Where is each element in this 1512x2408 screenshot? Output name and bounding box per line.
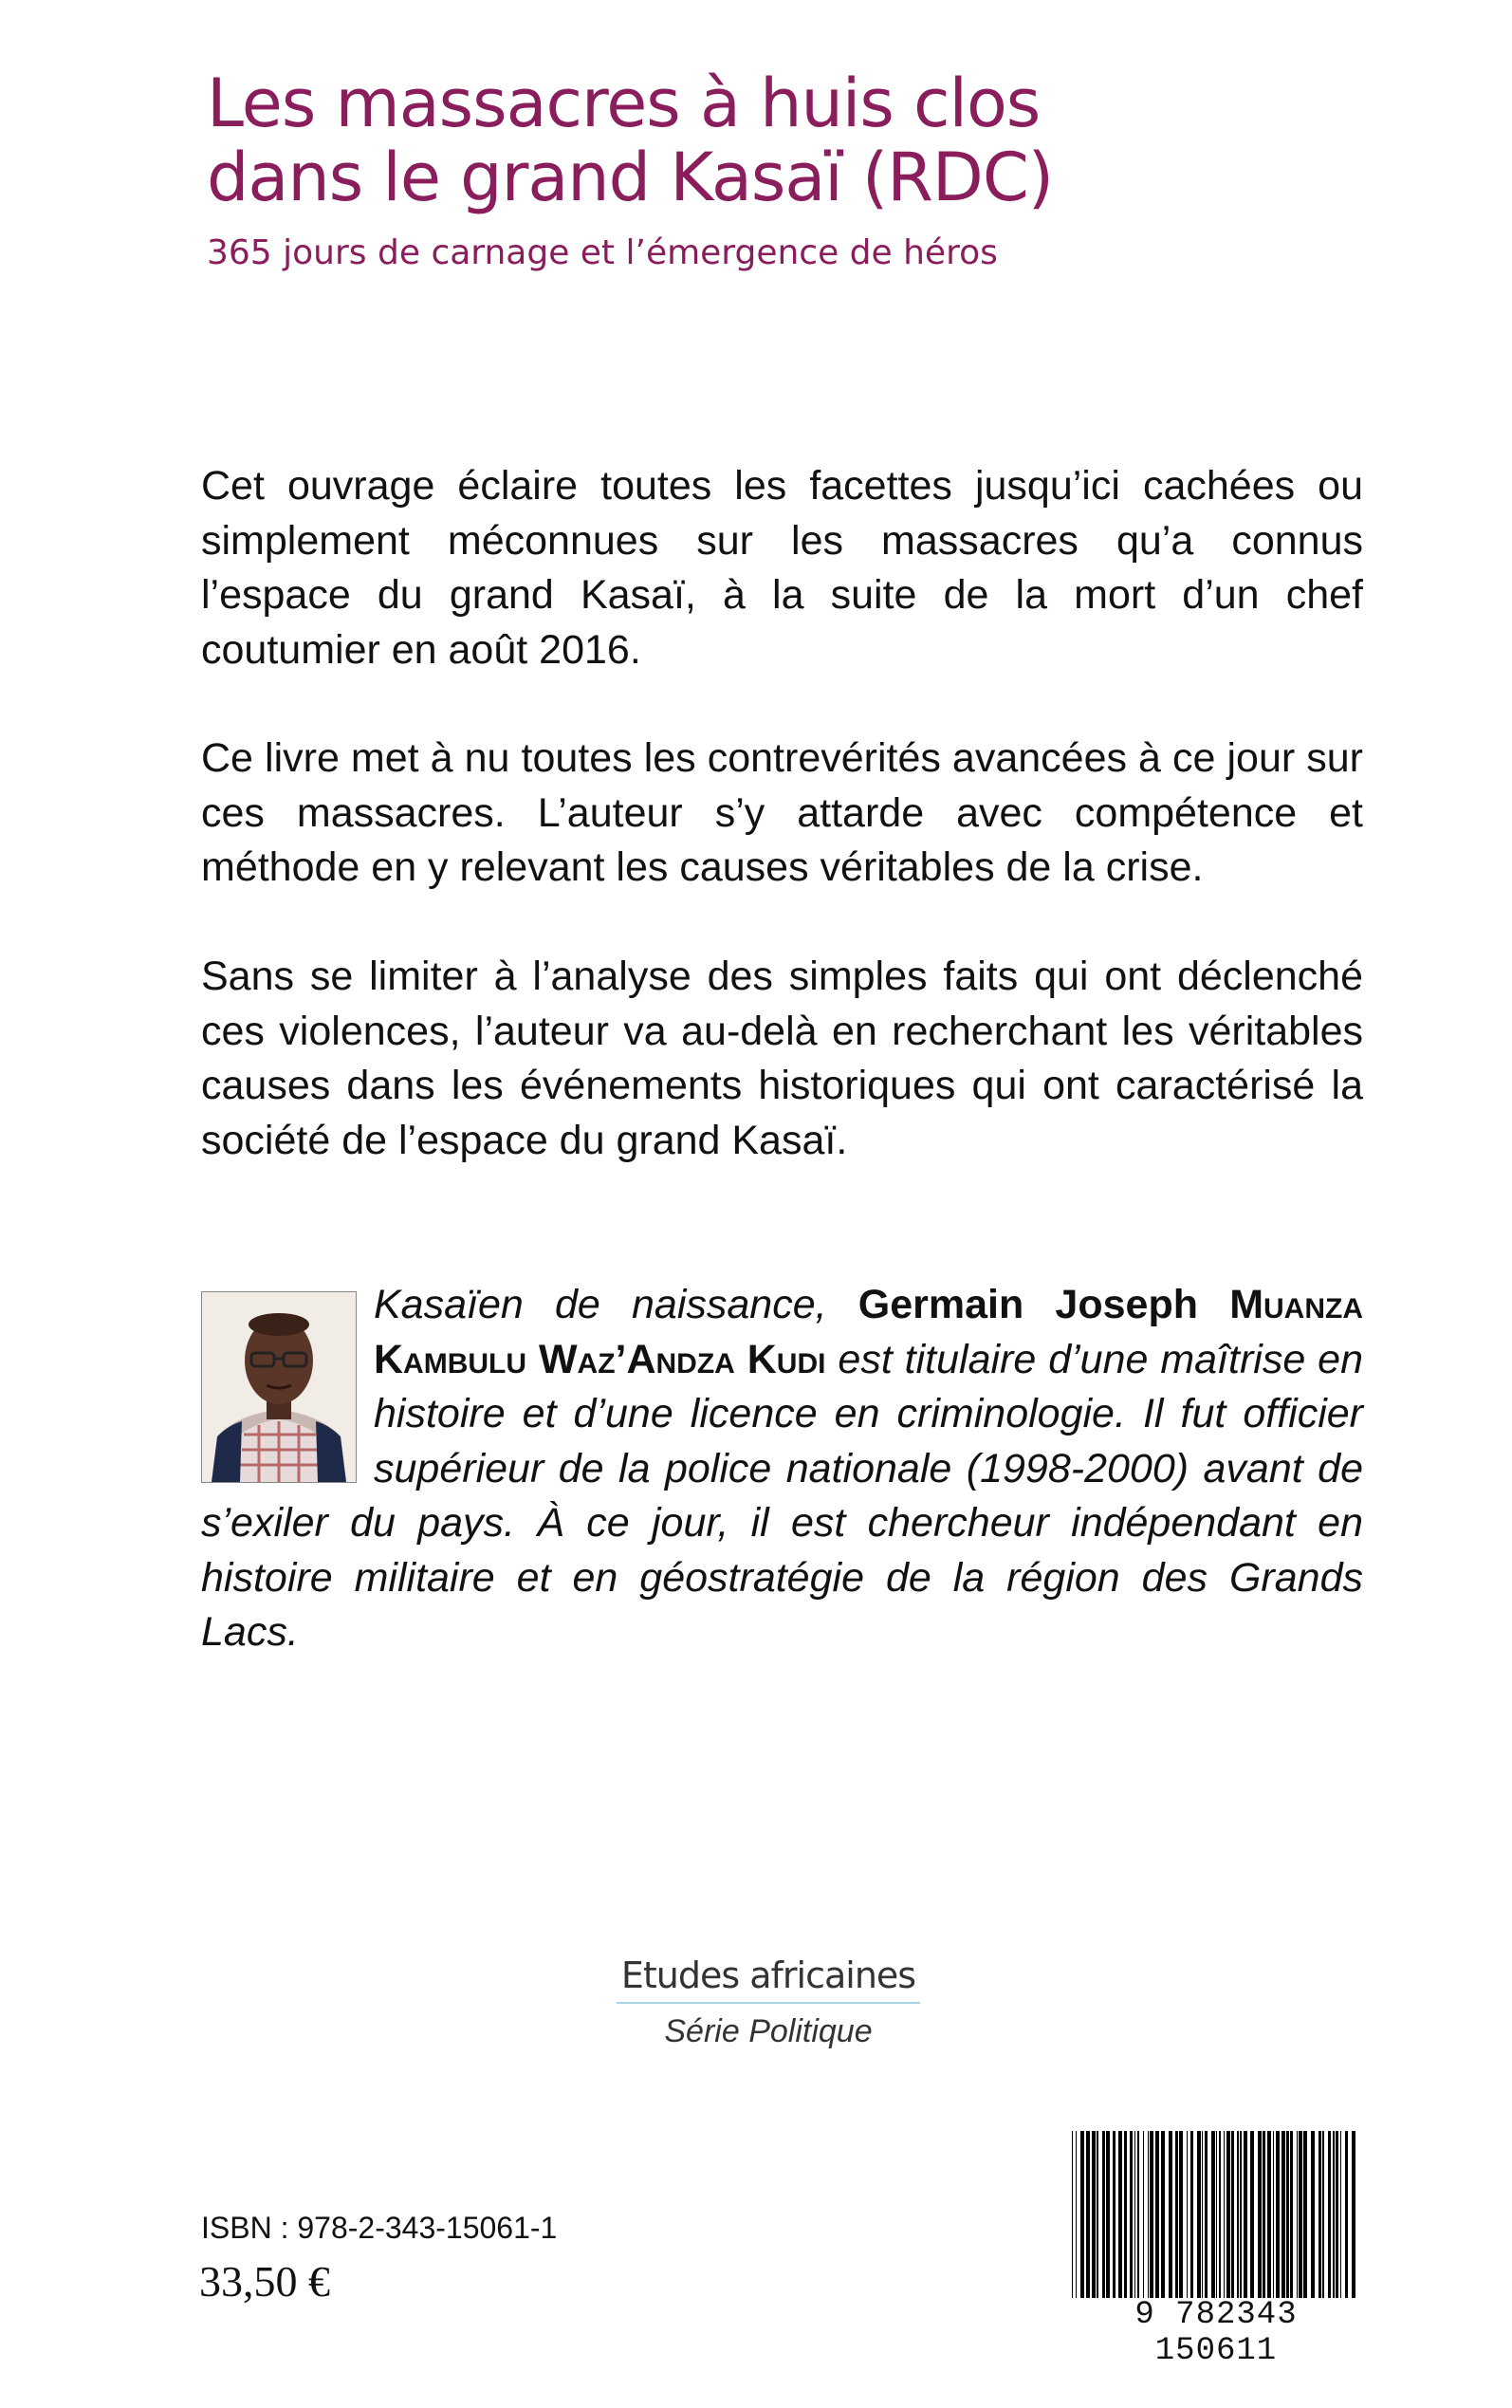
barcode-bar [1137,2131,1139,2298]
collection-name: Etudes africaines [620,1954,916,1996]
barcode-bar [1113,2131,1116,2298]
barcode-bar [1318,2131,1321,2298]
barcode-bar [1187,2131,1188,2298]
barcode-bar [1273,2131,1274,2298]
price: 33,50 € [199,2257,330,2306]
barcode-bar [1134,2131,1135,2298]
barcode-bar [1118,2131,1122,2298]
barcode-bar [1258,2131,1262,2298]
barcode-bar [1197,2131,1201,2298]
author-bio-text: est titulaire d’une maîtrise en histoire et d’une licence en criminologie. Il fut officier supérieur de la police nationale (1998-2000) avant de s’exiler du pays. À ce jour, il est chercheur indépendant en histoire militaire et en géostratégie de la région des Grands Lacs. [201,1336,1363,1655]
barcode-bar [1097,2131,1098,2298]
title-line-1: Les massacres à huis clos [207,65,1041,142]
barcode-bar [1155,2131,1159,2298]
barcode-bar [1086,2131,1090,2298]
barcode-bar [1237,2131,1239,2298]
author-given-names: Germain Joseph [857,1282,1230,1327]
isbn: ISBN : 978-2-343-15061-1 [201,2211,558,2245]
barcode-bar [1224,2131,1225,2298]
barcode-bar [1333,2131,1335,2298]
barcode-bars [1064,2131,1368,2298]
blurb-paragraph: Sans se limiter à l’analyse des simples faits qui ont déclenché ces violences, l’auteur va au-delà en recherchant les véritables causes dans les événements historiques qui ont caractérisé la société de l’espace du grand Kasaï. [201,954,1363,1163]
barcode-digits: 9 782343 150611 [1134,2297,1298,2369]
barcode-bar [1290,2131,1293,2298]
barcode-bar [1102,2131,1105,2298]
barcode-bar [1080,2131,1084,2298]
barcode-bar [1345,2131,1348,2298]
collection-divider [617,2002,920,2004]
barcode-bar [1202,2131,1203,2298]
barcode-bar [1143,2131,1144,2298]
barcode-bar [1286,2131,1289,2298]
barcode-bar [1263,2131,1265,2298]
book-subtitle: 365 jours de carnage et l’émergence de héros [207,233,998,272]
barcode-bar [1282,2131,1285,2298]
barcode-bar [1311,2131,1315,2298]
barcode-bar [1106,2131,1110,2298]
barcode-bar [1322,2131,1324,2298]
barcode-bar [1226,2131,1230,2298]
collection-logo [607,1954,930,2050]
photo-spacer [201,1278,374,1485]
author-surname: Muanza Kambulu Waz’Andza Kudi [374,1282,1363,1382]
barcode-bar [1161,2131,1165,2298]
barcode-bar [1130,2131,1133,2298]
barcode-bar [1299,2131,1302,2298]
barcode-bar [1205,2131,1208,2298]
author-bio [201,1278,1363,1660]
barcode-bar [1267,2131,1271,2298]
barcode-bar [1092,2131,1096,2298]
barcode-bar [1150,2131,1153,2298]
barcode-bar [1352,2131,1355,2298]
barcode-bar [1169,2131,1172,2298]
barcode-bar [1148,2131,1149,2298]
barcode-bar [1336,2131,1338,2298]
collection-series: Série Politique [664,2013,873,2049]
title-line-2: dans le grand Kasaï (RDC) [207,139,1054,216]
barcode-bar [1240,2131,1242,2298]
barcode-bar [1276,2131,1280,2298]
barcode-bar [1297,2131,1298,2298]
barcode-bar [1250,2131,1254,2298]
barcode-bar [1124,2131,1127,2298]
barcode-bar [1076,2131,1077,2298]
book-title [207,66,1345,214]
author-intro: Kasaïen de naissance, [374,1282,858,1327]
blurb-paragraph: Ce livre met à nu toutes les contrevérités avancées à ce jour sur ces massacres. L’auteur s’y attarde avec compétence et méthode en y relevant les causes véritables de la crise. [201,735,1363,890]
barcode-bar [1072,2131,1073,2298]
barcode-bar [1244,2131,1247,2298]
barcode-bar [1303,2131,1307,2298]
barcode-bar [1175,2131,1178,2298]
blurb-paragraph: Cet ouvrage éclaire toutes les facettes jusqu’ici cachées ou simplement méconnues sur les massacres qu’a connus l’espace du grand Kasaï, à la suite de la mort d’un chef coutumier en août 2016. [201,463,1363,673]
barcode [1064,2131,1368,2369]
barcode-bar [1179,2131,1183,2298]
barcode-bar [1231,2131,1234,2298]
barcode-bar [1190,2131,1193,2298]
barcode-bar [1328,2131,1331,2298]
barcode-bar [1216,2131,1217,2298]
barcode-bar [1340,2131,1341,2298]
barcode-bar [1219,2131,1221,2298]
barcode-bar [1211,2131,1215,2298]
